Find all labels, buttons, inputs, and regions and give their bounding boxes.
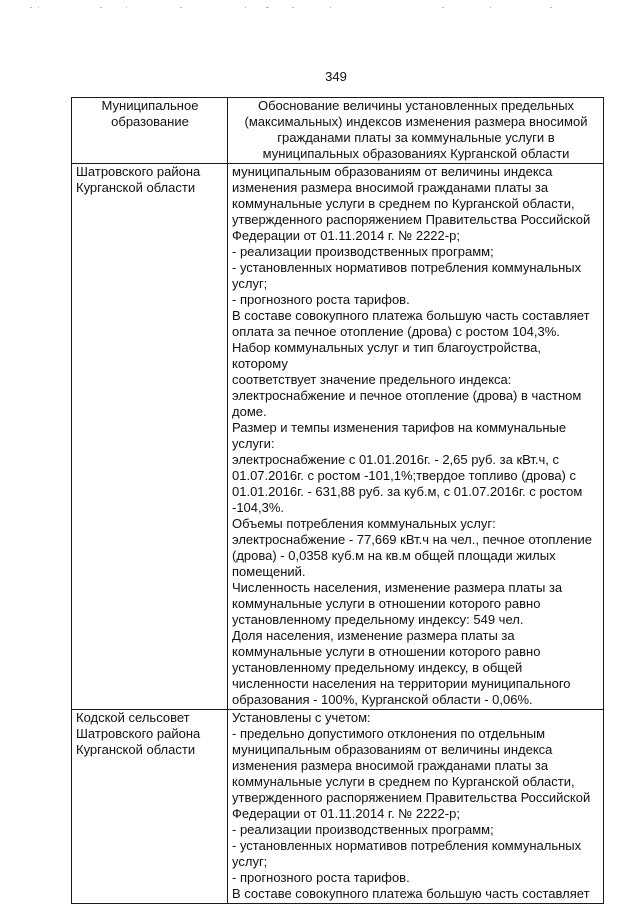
municipality-cell: Шатровского района Курганской области — [72, 164, 228, 710]
justification-cell: муниципальным образованиям от величины индекса изменения размера вносимой гражданами платы за коммунальные услуги в среднем по Курганской области, утвержденного распоряжением Правительства Российской Федерации от 01.11.2014 г. № 2222-р; - реализации производственных программ; - установленных нормативов потребления коммунальных услуг; - прогнозного роста тарифов. В составе совокупного платежа большую часть составляет оплата за печное отопление (дрова) с ростом 104,3%. Набор коммунальных услуг и тип благоустройства, которому соответствует значение предельного индекса: электроснабжение и печное отопление (дрова) в частном доме. Размер и темпы изменения тарифов на коммунальные услуги: электроснабжение с 01.01.2016г. - 2,65 руб. за кВт.ч, с 01.07.2016г. с ростом -101,1%;твердое топливо (дрова) с 01.01.2016г. - 631,88 руб. за куб.м, с 01.07.2016г. с ростом -104,3%. Объемы потребления коммунальных услуг: электроснабжение - 77,669 кВт.ч на чел., печное отопление (дрова) - 0,0358 куб.м на кв.м общей площади жилых помещений. Численность населения, изменение размера платы за коммунальные услуги в отношении которого равно установленному предельному индексу: 549 чел. Доля населения, изменение размера платы за коммунальные услуги в отношении которого равно установленному предельному индексу, в общей численности населения на территории муниципального образования - 100%, Курганской области - 0,06%. — [228, 164, 604, 710]
justification-table — [71, 97, 604, 904]
header-justification: Обоснование величины установленных предельных (максимальных) индексов изменения размера вносимой гражданами платы за коммунальные услуги в муниципальных образованиях Курганской области — [228, 98, 604, 164]
page-number: 349 — [325, 69, 347, 84]
justification-cell: Установлены с учетом: - предельно допустимого отклонения по отдельным муниципальным образованиям от величины индекса изменения размера вносимой гражданами платы за коммунальные услуги в среднем по Курганской области, утвержденного распоряжением Правительства Российской Федерации от 01.11.2014 г. № 2222-р; - реализации производственных программ; - установленных нормативов потребления коммунальных услуг; - прогнозного роста тарифов. В составе совокупного платежа большую часть составляет — [228, 710, 604, 904]
table-row — [72, 164, 604, 710]
scan-artifact-dots — [30, 6, 590, 10]
table-row — [72, 710, 604, 904]
table-header-row — [72, 98, 604, 164]
header-municipality: Муниципальное образование — [72, 98, 228, 164]
municipality-cell: Кодской сельсовет Шатровского района Курганской области — [72, 710, 228, 904]
